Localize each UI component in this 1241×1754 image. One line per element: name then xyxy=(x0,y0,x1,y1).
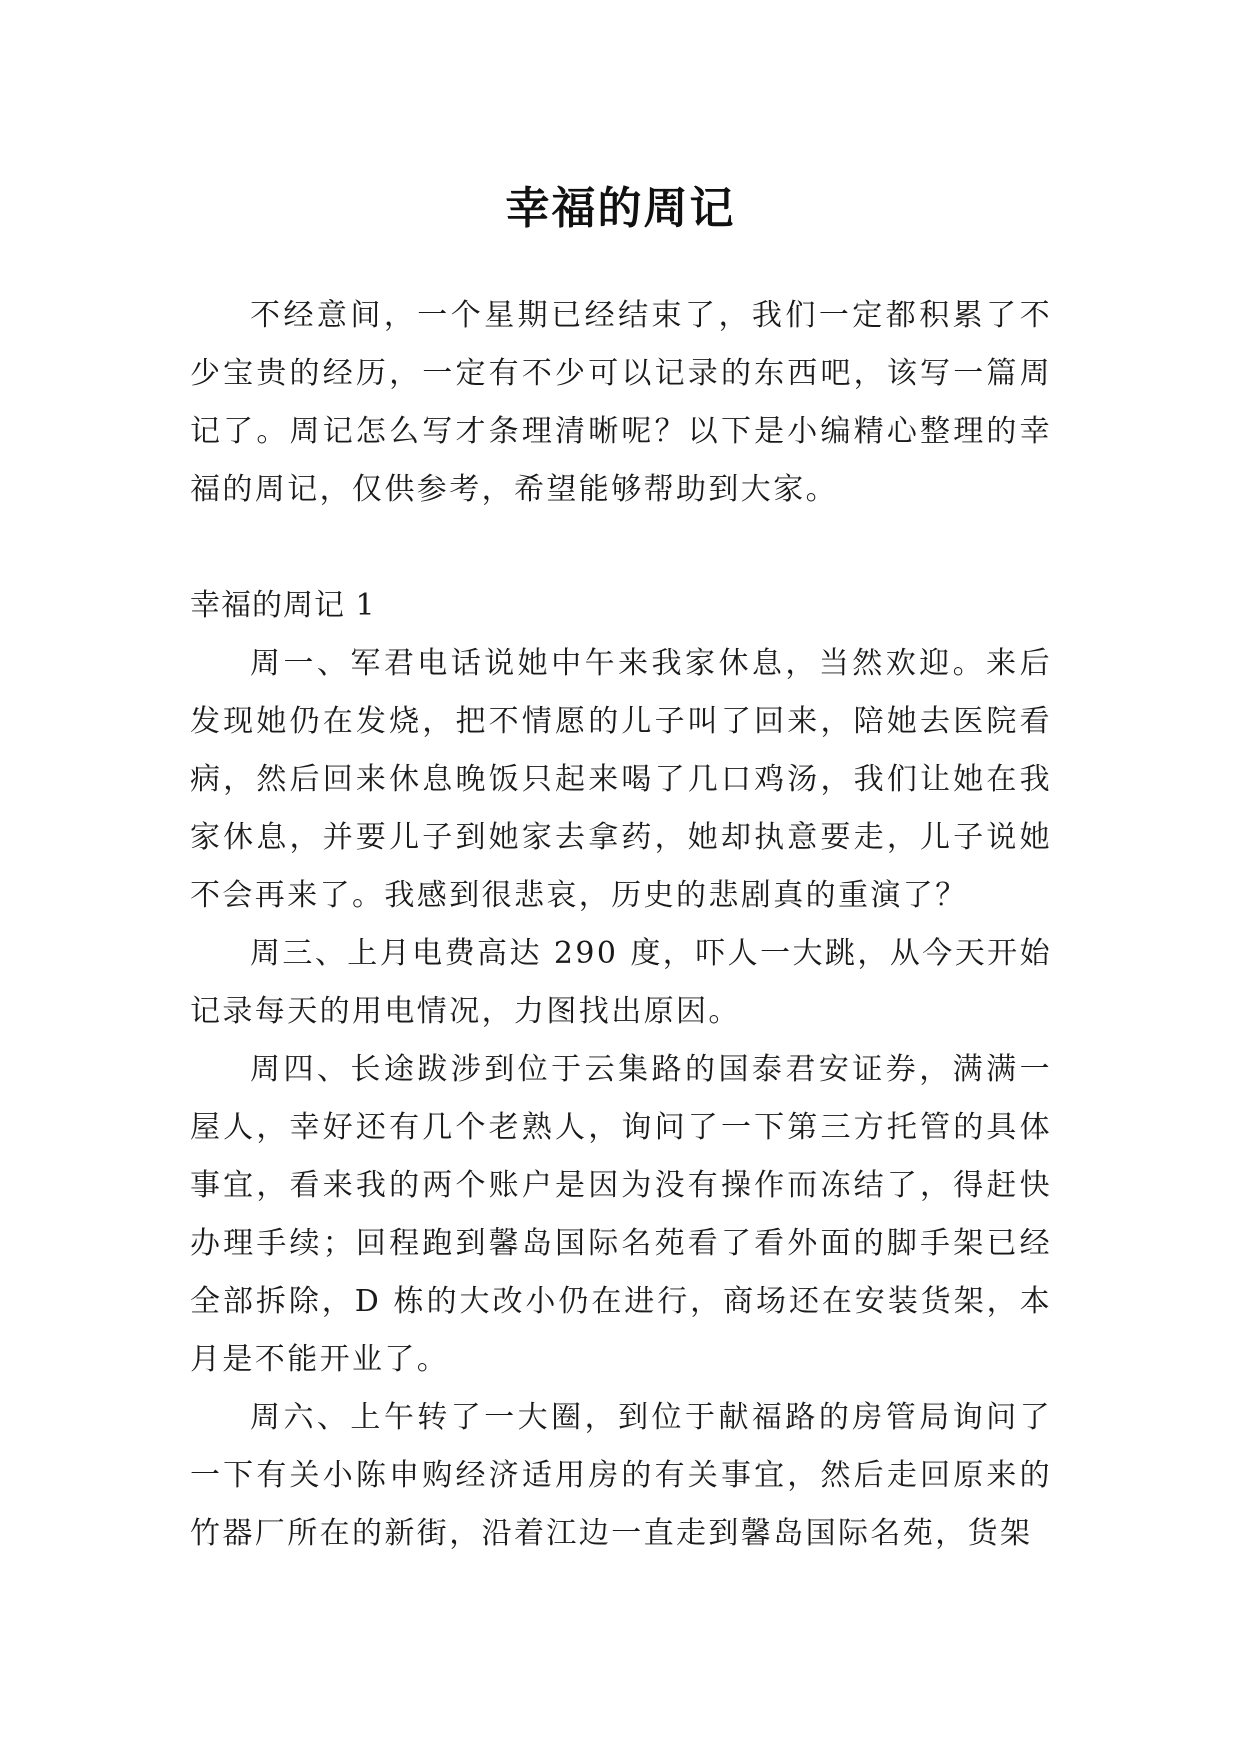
body-paragraph: 周三、上月电费高达 290 度，吓人一大跳，从今天开始记录每天的用电情况，力图找出原因。 xyxy=(190,936,1052,1029)
intro-paragraph: 不经意间，一个星期已经结束了，我们一定都积累了不少宝贵的经历，一定有不少可以记录的东西吧，该写一篇周记了。周记怎么写才条理清晰呢？以下是小编精心整理的幸福的周记，仅供参考，希望能够帮助到大家。 xyxy=(190,298,1052,507)
body-paragraph: 周六、上午转了一大圈，到位于献福路的房管局询问了一下有关小陈申购经济适用房的有关事宜，然后走回原来的竹器厂所在的新街，沿着江边一直走到馨岛国际名苑，货架 xyxy=(190,1400,1052,1551)
document-title: 幸福的周记 xyxy=(505,183,736,235)
body-paragraph: 周一、军君电话说她中午来我家休息，当然欢迎。来后发现她仍在发烧，把不情愿的儿子叫了回来，陪她去医院看病，然后回来休息晚饭只起来喝了几口鸡汤，我们让她在我家休息，并要儿子到她家去拿药，她却执意要走，儿子说她不会再来了。我感到很悲哀，历史的悲剧真的重演了？ xyxy=(190,646,1052,913)
section-heading: 幸福的周记 1 xyxy=(190,588,376,623)
body-paragraph: 周四、长途跋涉到位于云集路的国泰君安证券，满满一屋人，幸好还有几个老熟人，询问了一下第三方托管的具体事宜，看来我的两个账户是因为没有操作而冻结了，得赶快办理手续；回程跑到馨岛国际名苑看了看外面的脚手架已经全部拆除，D 栋的大改小仍在进行，商场还在安装货架，本月是不能开业了。 xyxy=(190,1052,1052,1377)
document-body xyxy=(190,287,1052,1563)
